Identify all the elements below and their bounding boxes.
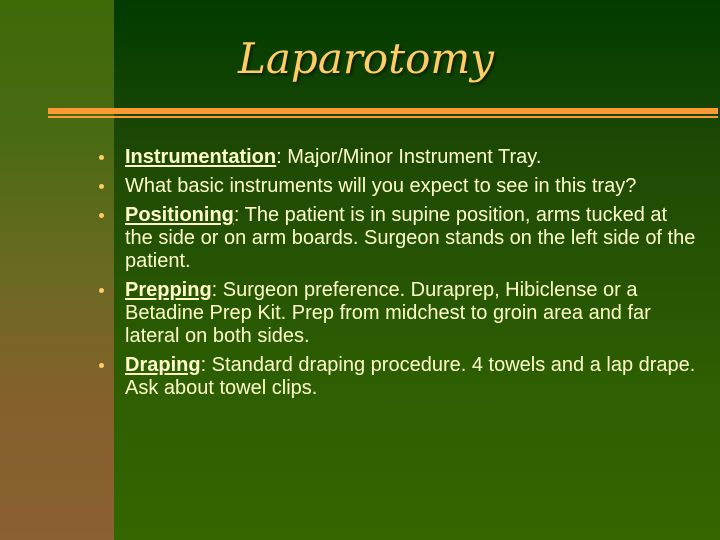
- bullet-instrumentation: [99, 146, 699, 169]
- bullet-term: Instrumentation: [125, 146, 277, 168]
- bullet-dot-icon: [99, 184, 104, 189]
- bullet-term: Prepping: [125, 279, 212, 301]
- bullet-text: : Major/Minor Instrument Tray.: [276, 146, 542, 168]
- title-underline-thin: [48, 116, 718, 118]
- bullet-text: : Surgeon preference. Duraprep, Hibiclense or a Betadine Prep Kit. Prep from midchest to groin area and far lateral on both sides.: [125, 279, 651, 347]
- title-underline-thick: [48, 108, 718, 114]
- bullet-dot-icon: [99, 155, 104, 160]
- bullet-prepping: [99, 279, 699, 348]
- bullet-draping: [99, 354, 699, 400]
- bullet-dot-icon: [99, 213, 104, 218]
- bullet-positioning: [99, 204, 699, 273]
- bullet-dot-icon: [99, 363, 104, 368]
- bullet-text: : Standard draping procedure. 4 towels and a lap drape. Ask about towel clips.: [125, 354, 696, 399]
- bullet-term: Draping: [125, 354, 201, 376]
- bullet-text: : The patient is in supine position, arms tucked at the side or on arm boards. Surgeon stands on the left side of the patient.: [125, 204, 696, 272]
- bullet-text: What basic instruments will you expect to see in this tray?: [125, 175, 637, 197]
- bullet-question: [99, 175, 699, 198]
- bullet-term: Positioning: [125, 204, 234, 226]
- bullet-dot-icon: [99, 288, 104, 293]
- slide-title: Laparotomy: [238, 34, 494, 83]
- left-gradient-strip: [0, 0, 114, 540]
- bullet-list: [99, 146, 699, 406]
